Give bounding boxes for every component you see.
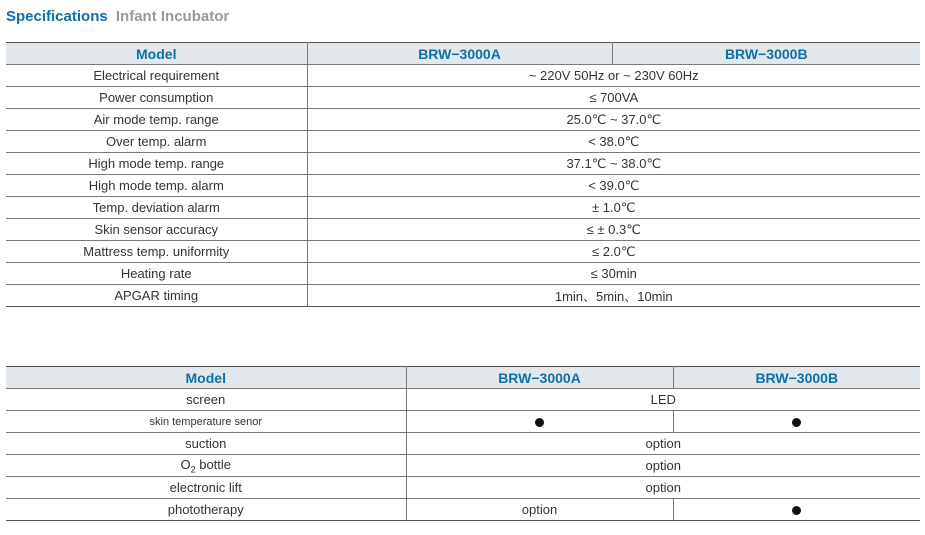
header-model: Model [6,367,406,389]
row-label: screen [6,389,406,411]
row-value: < 39.0℃ [307,175,920,197]
header-brw-3000b: BRW−3000B [673,367,920,389]
page-heading [6,8,229,25]
row-value: LED [406,389,920,411]
row-value: 25.0℃ ~ 37.0℃ [307,109,920,131]
table-row [6,389,920,411]
row-value: 1min、5min、10min [307,285,920,307]
row-value: option [406,455,920,477]
table-row [6,219,920,241]
row-value: option [406,477,920,499]
table-row [6,263,920,285]
row-value-a: option [406,499,673,521]
row-label: Heating rate [6,263,307,285]
row-label: phototherapy [6,499,406,521]
row-label: High mode temp. alarm [6,175,307,197]
table-row [6,477,920,499]
row-label: Mattress temp. uniformity [6,241,307,263]
row-value: option [406,433,920,455]
header-brw-3000b: BRW−3000B [612,43,920,65]
row-label: Temp. deviation alarm [6,197,307,219]
filled-dot-icon [792,418,801,427]
table-row [6,499,920,521]
row-label: APGAR timing [6,285,307,307]
row-label: skin temperature senor [6,411,406,433]
row-label: Skin sensor accuracy [6,219,307,241]
table-header-row [6,43,920,65]
table-row [6,411,920,433]
table-row [6,109,920,131]
header-brw-3000a: BRW−3000A [406,367,673,389]
table-row [6,131,920,153]
row-label: High mode temp. range [6,153,307,175]
header-brw-3000a: BRW−3000A [307,43,612,65]
o2-label-prefix: O [180,456,191,472]
row-value: < 38.0℃ [307,131,920,153]
row-label: electronic lift [6,477,406,499]
table-row [6,87,920,109]
heading-title: Specifications [6,8,108,25]
table-row [6,285,920,307]
header-model: Model [6,43,307,65]
table-row [6,241,920,263]
row-label: Over temp. alarm [6,131,307,153]
features-table [6,366,920,521]
row-value: ~ 220V 50Hz or ~ 230V 60Hz [307,65,920,87]
table-row [6,175,920,197]
row-label [6,455,406,477]
table-row [6,65,920,87]
row-label: Power consumption [6,87,307,109]
row-value-a [406,411,673,433]
o2-label-subscript: 2 [190,464,196,475]
row-value: ≤ ± 0.3℃ [307,219,920,241]
filled-dot-icon [792,506,801,515]
row-value-b [673,411,920,433]
row-value: ≤ 30min [307,263,920,285]
table-row [6,455,920,477]
row-value: ≤ 2.0℃ [307,241,920,263]
row-label: Electrical requirement [6,65,307,87]
table-row [6,153,920,175]
o2-label-suffix: bottle [195,456,232,472]
specifications-table [6,42,920,307]
row-value: ≤ 700VA [307,87,920,109]
row-label: suction [6,433,406,455]
row-value: ± 1.0℃ [307,197,920,219]
table-row [6,197,920,219]
heading-subtitle: Infant Incubator [115,8,230,25]
row-value: 37.1℃ ~ 38.0℃ [307,153,920,175]
table-header-row [6,367,920,389]
table-row [6,433,920,455]
row-value-b [673,499,920,521]
filled-dot-icon [535,418,544,427]
row-label: Air mode temp. range [6,109,307,131]
